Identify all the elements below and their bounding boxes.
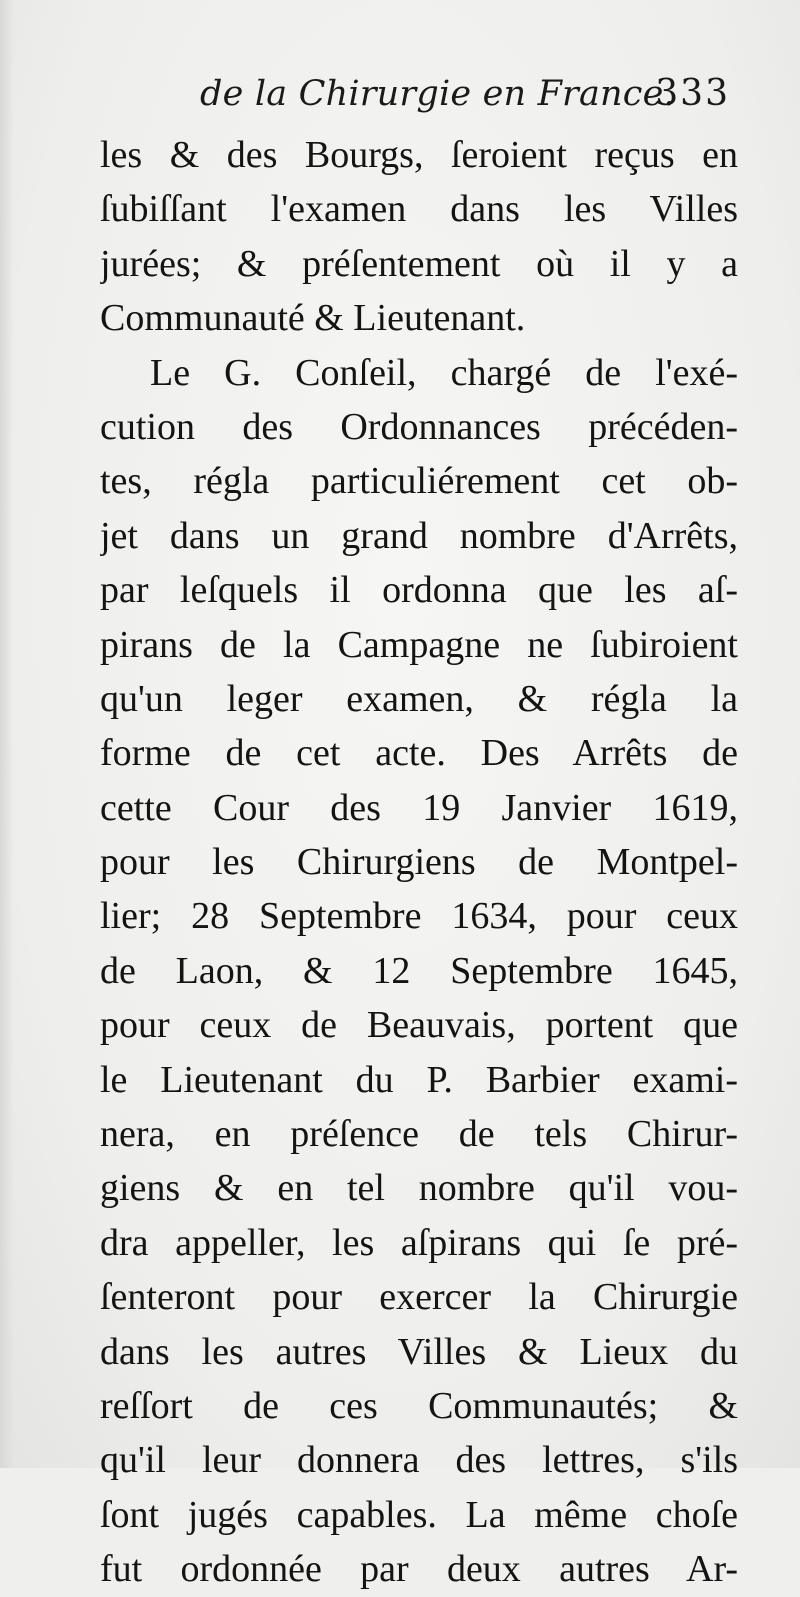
text-line: dra appeller, les aſpirans qui ſe pré- [100, 1221, 738, 1264]
text-line: reſſort de ces Communautés; & [100, 1384, 738, 1427]
text-line: de Laon, & 12 Septembre 1645, [100, 949, 738, 992]
text-line: Communauté & Lieutenant. [100, 297, 526, 340]
text-line: tes, régla particuliérement cet ob- [100, 460, 738, 503]
text-line: pour ceux de Beauvais, portent que [100, 1004, 738, 1047]
text-line: pirans de la Campagne ne ſubiroient [100, 623, 738, 666]
body-text [100, 128, 738, 1597]
text-line: jurées; & préſentement où il y a [100, 242, 738, 285]
text-line: fut ordonnée par deux autres Ar- [100, 1548, 738, 1591]
text-line: cette Cour des 19 Janvier 1619, [100, 786, 738, 829]
text-line: lier; 28 Septembre 1634, pour ceux [100, 895, 738, 938]
text-line: Le G. Conſeil, chargé de l'exé- [150, 351, 738, 394]
text-line: ſubiſſant l'examen dans les Villes [100, 188, 738, 231]
page-number: 333 [655, 73, 730, 114]
text-line: cution des Ordonnances précéden- [100, 405, 738, 448]
text-line: pour les Chirurgiens de Montpel- [100, 841, 738, 884]
page-gutter-shadow [0, 0, 14, 1468]
text-line: ſont jugés capables. La même choſe [100, 1493, 738, 1536]
text-line: dans les autres Villes & Lieux du [100, 1330, 738, 1373]
running-head [200, 64, 730, 124]
text-line: forme de cet acte. Des Arrêts de [100, 732, 738, 775]
text-line: jet dans un grand nombre d'Arrêts, [100, 514, 738, 557]
text-line: qu'un leger examen, & régla la [100, 677, 738, 720]
text-line: ſenteront pour exercer la Chirurgie [100, 1276, 738, 1319]
text-line: le Lieutenant du P. Barbier exami- [100, 1058, 738, 1101]
text-line: par leſquels il ordonna que les aſ- [100, 569, 738, 612]
text-line: qu'il leur donnera des lettres, s'ils [100, 1439, 738, 1482]
running-title: de la Chirurgie en France. [200, 74, 675, 114]
text-line: giens & en tel nombre qu'il vou- [100, 1167, 738, 1210]
text-line: les & des Bourgs, ſeroient reçus en [100, 134, 738, 176]
text-line: nera, en préſence de tels Chirur- [100, 1113, 738, 1156]
